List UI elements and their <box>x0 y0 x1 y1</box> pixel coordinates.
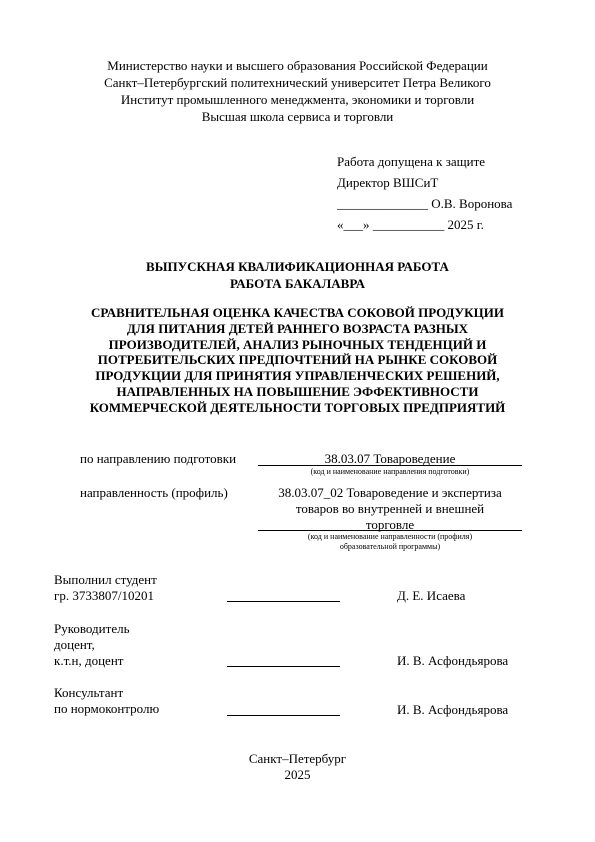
approval-date: «___» ___________ 2025 г. <box>337 217 484 232</box>
ministry-header <box>0 57 595 125</box>
header-line-institute: Институт промышленного менеджмента, экономики и торговли <box>120 92 475 107</box>
profile-hint-line2: образовательной программы) <box>339 542 441 551</box>
footer-year: 2025 <box>284 767 311 782</box>
supervisor-name: И. В. Асфондьярова <box>397 653 509 668</box>
student-label <box>54 572 157 604</box>
supervisor-label-line1: Руководитель <box>54 621 130 636</box>
consultant-signature-line <box>227 715 340 716</box>
profile-underline <box>258 530 522 531</box>
profile-value <box>258 485 522 533</box>
thesis-topic <box>0 305 595 416</box>
profile-label: направленность (профиль) <box>80 485 228 500</box>
student-label-line1: Выполнил студент <box>54 572 157 587</box>
profile-hint <box>258 532 522 552</box>
approval-title: Работа допущена к защите <box>337 154 486 169</box>
profile-value-line1: 38.03.07_02 Товароведение и экспертиза <box>278 485 502 500</box>
consultant-label-line2: по нормоконтролю <box>54 701 160 716</box>
topic-line: ПРОДУКЦИИ ДЛЯ ПРИНЯТИЯ УПРАВЛЕНЧЕСКИХ РЕШЕНИЙ, <box>95 368 500 384</box>
direction-label: по направлению подготовки <box>80 451 237 466</box>
topic-line: СРАВНИТЕЛЬНАЯ ОЦЕНКА КАЧЕСТВА СОКОВОЙ ПРОДУКЦИИ <box>91 305 504 320</box>
supervisor-label-line2: доцент, <box>54 637 95 652</box>
approval-block <box>337 151 512 235</box>
direction-value: 38.03.07 Товароведение <box>324 451 456 466</box>
topic-line: ПРОИЗВОДИТЕЛЕЙ, АНАЛИЗ РЫНОЧНЫХ ТЕНДЕНЦИЙ И <box>108 336 487 352</box>
footer-city: Санкт–Петербург <box>248 751 347 766</box>
profile-value-line3: торговле <box>365 517 415 532</box>
doc-type-line2: РАБОТА БАКАЛАВРА <box>230 276 365 291</box>
topic-line: ПОТРЕБИТЕЛЬСКИХ ПРЕДПОЧТЕНИЙ НА РЫНКЕ СОКОВОЙ <box>97 352 498 368</box>
consultant-name: И. В. Асфондьярова <box>397 702 509 717</box>
profile-hint-line1: (код и наименование направленности (профиля) <box>307 532 473 541</box>
student-signature-line <box>227 601 340 602</box>
topic-line: ДЛЯ ПИТАНИЯ ДЕТЕЙ РАННЕГО ВОЗРАСТА РАЗНЫХ <box>126 320 469 336</box>
supervisor-label-line3: к.т.н, доцент <box>54 653 124 668</box>
header-line-ministry: Министерство науки и высшего образования Российской Федерации <box>107 58 488 73</box>
student-name: Д. Е. Исаева <box>397 588 466 603</box>
footer <box>0 751 595 783</box>
doc-type-line1: ВЫПУСКНАЯ КВАЛИФИКАЦИОННАЯ РАБОТА <box>146 259 449 274</box>
approval-signature: ______________ О.В. Воронова <box>337 196 513 211</box>
direction-hint: (код и наименование направления подготовки) <box>310 467 470 476</box>
consultant-label <box>54 685 159 717</box>
profile-value-line2: товаров во внутренней и внешней <box>295 501 485 516</box>
header-line-school: Высшая школа сервиса и торговли <box>201 109 394 124</box>
topic-line: НАПРАВЛЕННЫХ НА ПОВЫШЕНИЕ ЭФФЕКТИВНОСТИ <box>116 383 479 399</box>
student-group: гр. 3733807/10201 <box>54 588 154 603</box>
header-line-university: Санкт–Петербургский политехнический университет Петра Великого <box>104 75 491 90</box>
direction-underline <box>258 465 522 466</box>
consultant-label-line1: Консультант <box>54 685 124 700</box>
supervisor-label <box>54 621 130 669</box>
approval-director: Директор ВШСиТ <box>337 175 439 190</box>
document-type <box>0 258 595 292</box>
supervisor-signature-line <box>227 666 340 667</box>
topic-line: КОММЕРЧЕСКОЙ ДЕЯТЕЛЬНОСТИ ТОРГОВЫХ ПРЕДПРИЯТИЙ <box>89 399 506 415</box>
